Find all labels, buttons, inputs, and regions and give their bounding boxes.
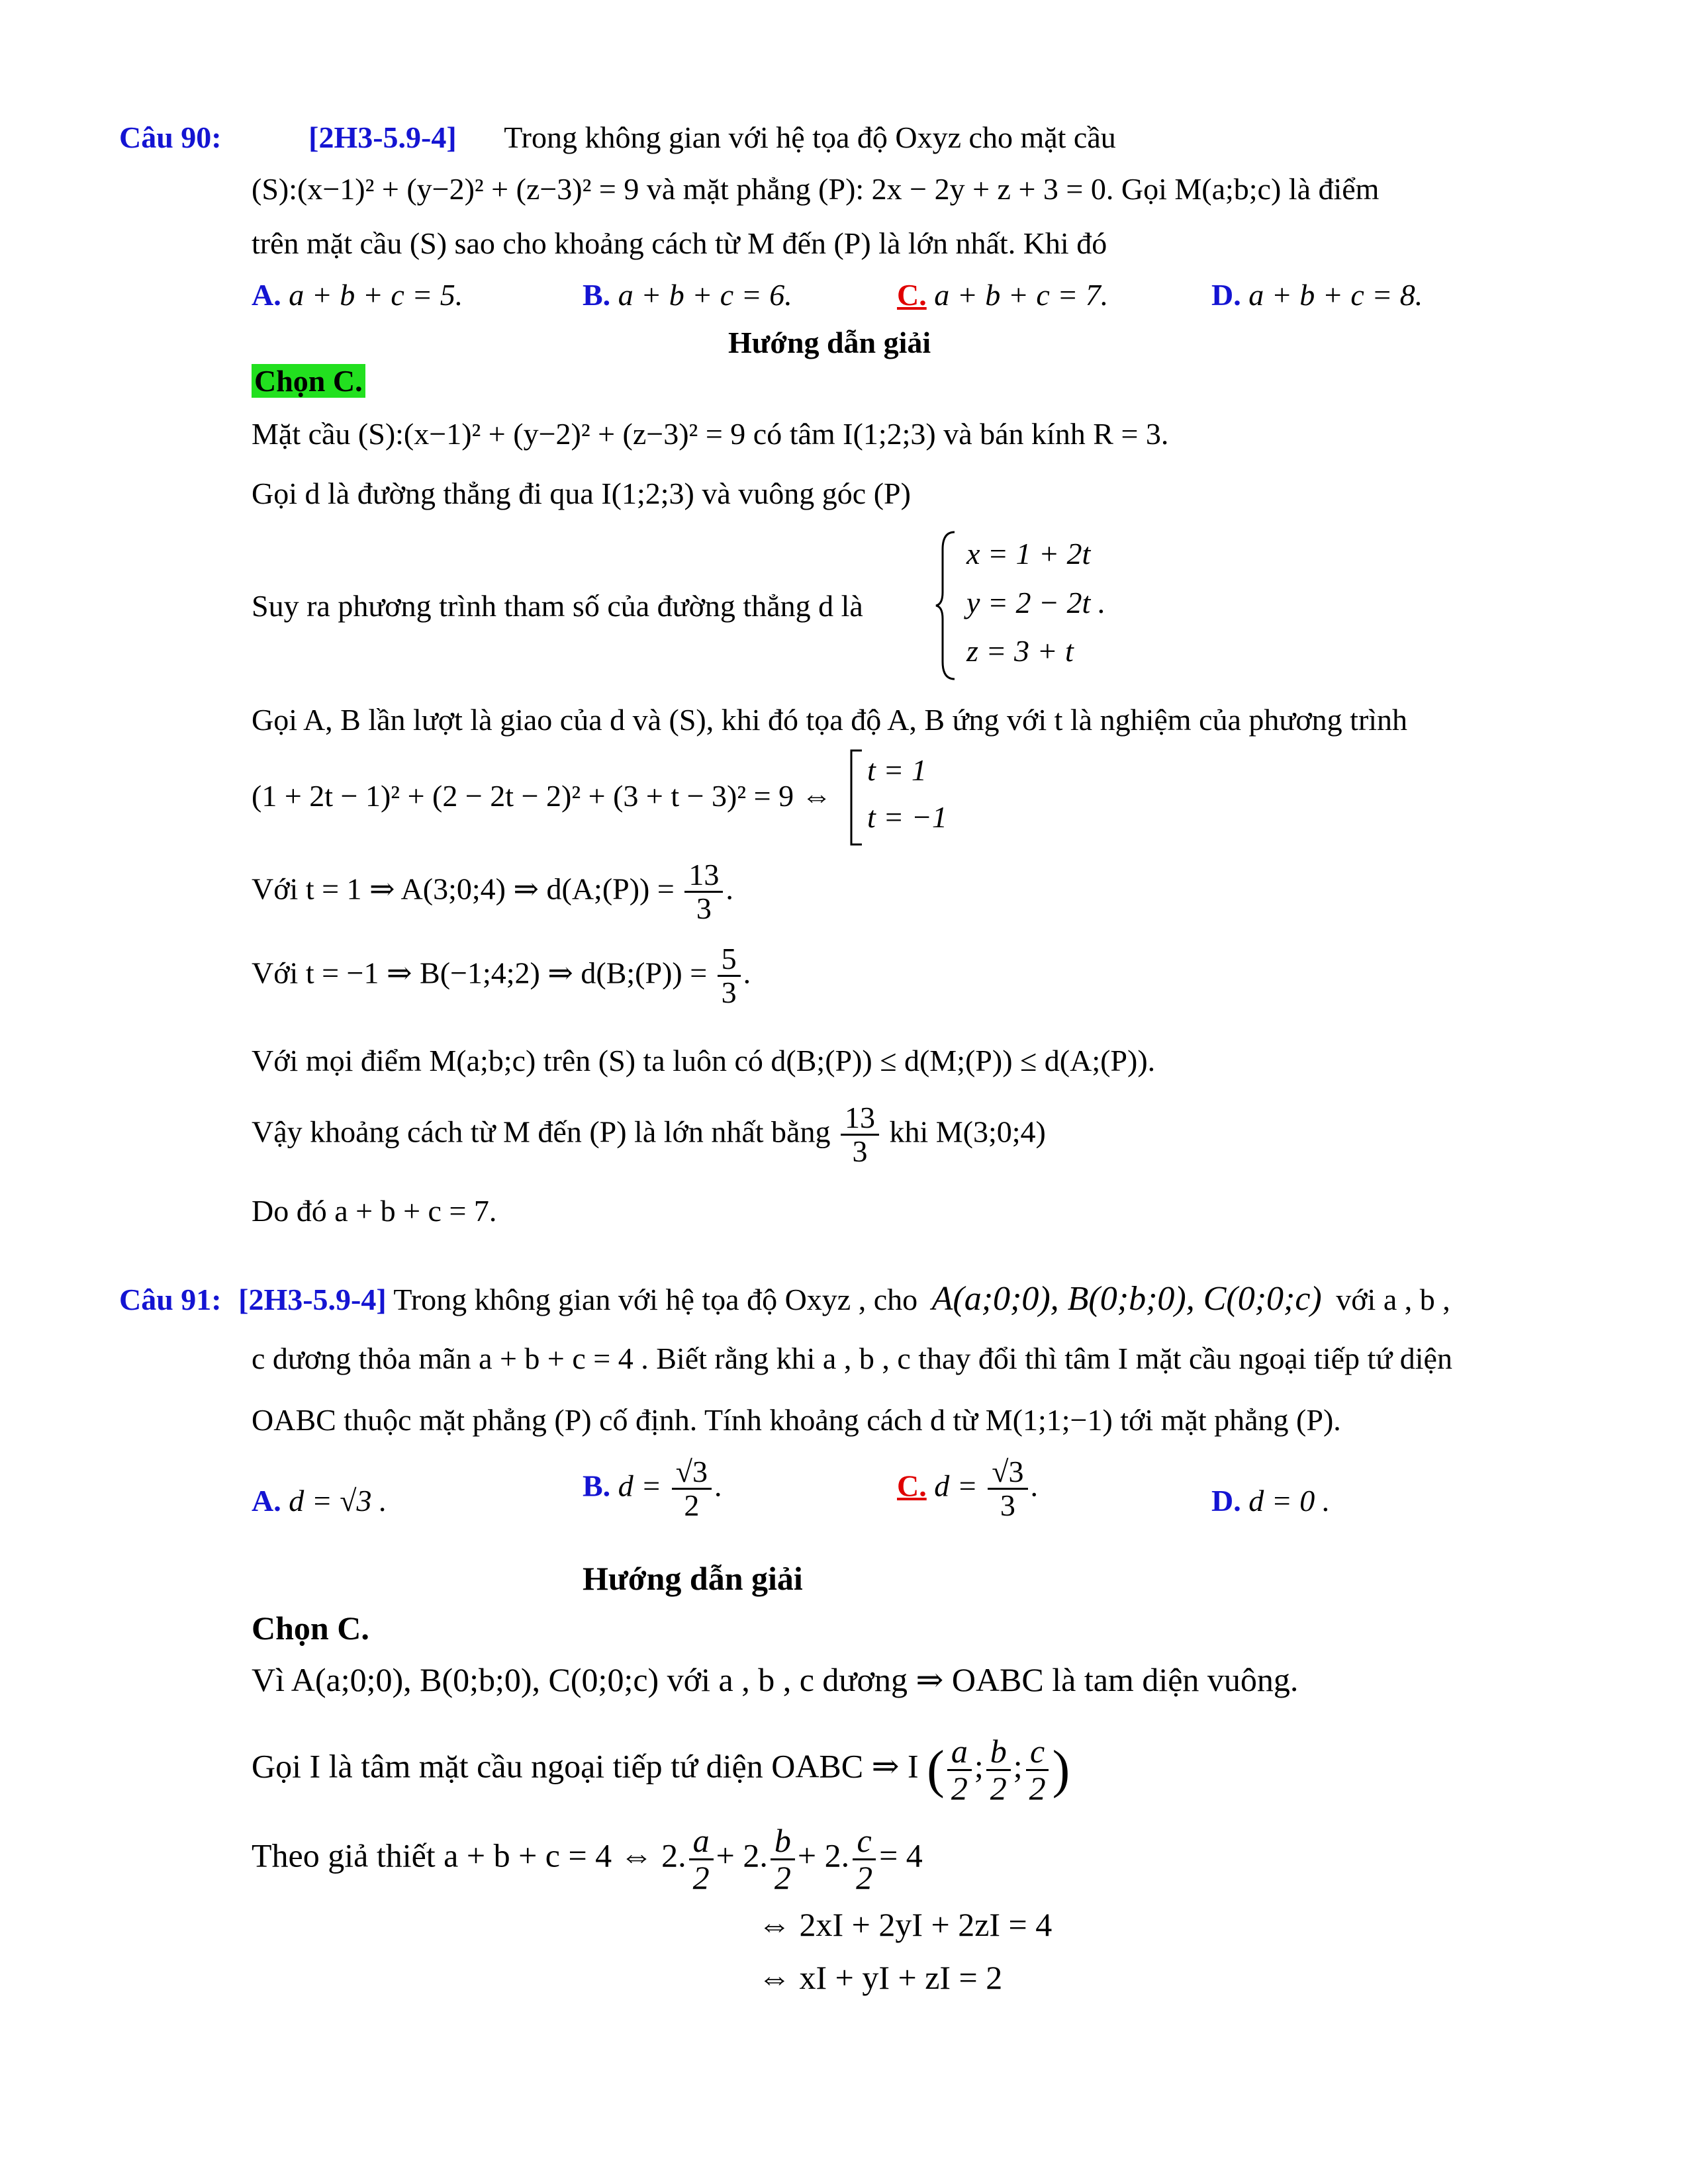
q91-frac-b: $\frac{√3}{2}$ (672, 1456, 712, 1522)
q90-option-d: D. a + b + c = 8. (1211, 278, 1423, 312)
q90-frac-5-3: $\frac{5}{3}$ (718, 943, 741, 1009)
q90-option-b: B. a + b + c = 6. (583, 278, 792, 312)
q90-roots-bracket (847, 748, 867, 847)
q90-answer: Chọn C. (252, 363, 365, 399)
q91-label: Câu 91: (119, 1283, 222, 1316)
q91-tag: [2H3-5.9-4] (238, 1283, 387, 1316)
q91-points: A(a;0;0), B(0;b;0), C(0;0;c) (931, 1280, 1322, 1318)
q91-line1: Trong không gian với hệ tọa độ Oxyz , cho (393, 1283, 918, 1316)
q90-line2: (S):(x−1)² + (y−2)² + (z−3)² = 9 và mặt phẳng (P): 2x − 2y + z + 3 = 0. Gọi M(a;b;c) là điểm (252, 172, 1380, 206)
q90-system (966, 529, 1105, 676)
q90-system-z: z = 3 + t (966, 634, 1074, 668)
q90-system-x: x = 1 + 2t (966, 537, 1091, 570)
q90-step-5: (1 + 2t − 1)² + (2 − 2t − 2)² + (3 + t − 3)² = 9 ⇔ (252, 779, 832, 813)
q90-step-1: Mặt cầu (S):(x−1)² + (y−2)² + (z−3)² = 9 có tâm I(1;2;3) và bán kính R = 3. (252, 417, 1169, 451)
q91-frac-c: $\frac{√3}{3}$ (988, 1456, 1027, 1522)
q90-line3: trên mặt cầu (S) sao cho khoảng cách từ M đến (P) là lớn nhất. Khi đó (252, 226, 1107, 260)
q90-header (119, 119, 1116, 156)
q90-step-4: Gọi A, B lần lượt là giao của d và (S), khi đó tọa độ A, B ứng với t là nghiệm của phương trình (252, 703, 1408, 737)
q90-tag: [2H3-5.9-4] (308, 120, 457, 154)
q90-option-c: C. a + b + c = 7. (897, 278, 1109, 312)
q91-step-1: Vì A(a;0;0), B(0;b;0), C(0;0;c) với a , b , c dương ⇒ OABC là tam diện vuông. (252, 1661, 1299, 1698)
q91-option-d: D. d = 0 . (1211, 1484, 1331, 1518)
q90-step-9: Vậy khoảng cách từ M đến (P) là lớn nhất bằng $\frac{13}{3}$ khi M(3;0;4) (252, 1101, 1046, 1169)
q90-label: Câu 90: (119, 120, 222, 154)
q90-system-brace (933, 529, 960, 682)
q90-line1: Trong không gian với hệ tọa độ Oxyz cho mặt cầu (504, 120, 1116, 154)
q91-line1-tail: với a , b , (1336, 1283, 1450, 1316)
q90-frac-13-3-b: $\frac{13}{3}$ (841, 1102, 879, 1168)
q91-step-4: ⇔ 2xI + 2yI + 2zI = 4 (758, 1906, 1053, 1943)
q91-answer: Chọn C. (252, 1610, 369, 1647)
q90-step-6: Với t = 1 ⇒ A(3;0;4) ⇒ d(A;(P)) = $\frac{13}{3}$ . (252, 858, 733, 926)
q90-root-2: t = −1 (867, 800, 947, 835)
q90-step-3: Suy ra phương trình tham số của đường thẳng d là (252, 589, 863, 623)
q91-step-5: ⇔ xI + yI + zI = 2 (758, 1959, 1003, 1996)
q90-step-2: Gọi d là đường thẳng đi qua I(1;2;3) và vuông góc (P) (252, 477, 911, 510)
q90-system-y: y = 2 − 2t . (966, 585, 1106, 619)
q91-step-3: Theo giả thiết a + b + c = 4 ⇔ 2. $\frac{a}{2}$ + 2. $\frac{b}{2}$ + 2. $\frac{c}{2}$ = 4 (252, 1822, 923, 1896)
q91-line3: OABC thuộc mặt phẳng (P) cố định. Tính khoảng cách d từ M(1;1;−1) tới mặt phẳng (P). (252, 1403, 1341, 1437)
q91-step-2: Gọi I là tâm mặt cầu ngoại tiếp tứ diện OABC ⇒ I ( $\frac{a}{2}$ ; $\frac{b}{2}$ ; $\frac{c}{2}$ ) (252, 1733, 1070, 1807)
q91-option-a: A. d = √3 . (252, 1484, 387, 1518)
q91-guide-heading: Hướng dẫn giải (583, 1560, 803, 1597)
q90-roots (867, 747, 947, 841)
q91-option-b: B. d = $\frac{√3}{2}$ . (583, 1455, 722, 1523)
q90-root-1: t = 1 (867, 753, 927, 787)
q90-frac-13-3: $\frac{13}{3}$ (684, 859, 723, 925)
q90-guide-heading: Hướng dẫn giải (728, 326, 931, 359)
q90-option-a: A. a + b + c = 5. (252, 278, 463, 312)
q91-option-c: C. d = $\frac{√3}{3}$ . (897, 1455, 1039, 1523)
q90-step-8: Với mọi điểm M(a;b;c) trên (S) ta luôn có d(B;(P)) ≤ d(M;(P)) ≤ d(A;(P)). (252, 1044, 1156, 1077)
q90-step-10: Do đó a + b + c = 7. (252, 1194, 497, 1228)
q90-step-7: Với t = −1 ⇒ B(−1;4;2) ⇒ d(B;(P)) = $\frac{5}{3}$ . (252, 942, 751, 1010)
q91-line2: c dương thỏa mãn a + b + c = 4 . Biết rằng khi a , b , c thay đổi thì tâm I mặt cầu ngoại tiếp tứ diện (252, 1342, 1452, 1375)
q91-header (119, 1279, 1450, 1320)
